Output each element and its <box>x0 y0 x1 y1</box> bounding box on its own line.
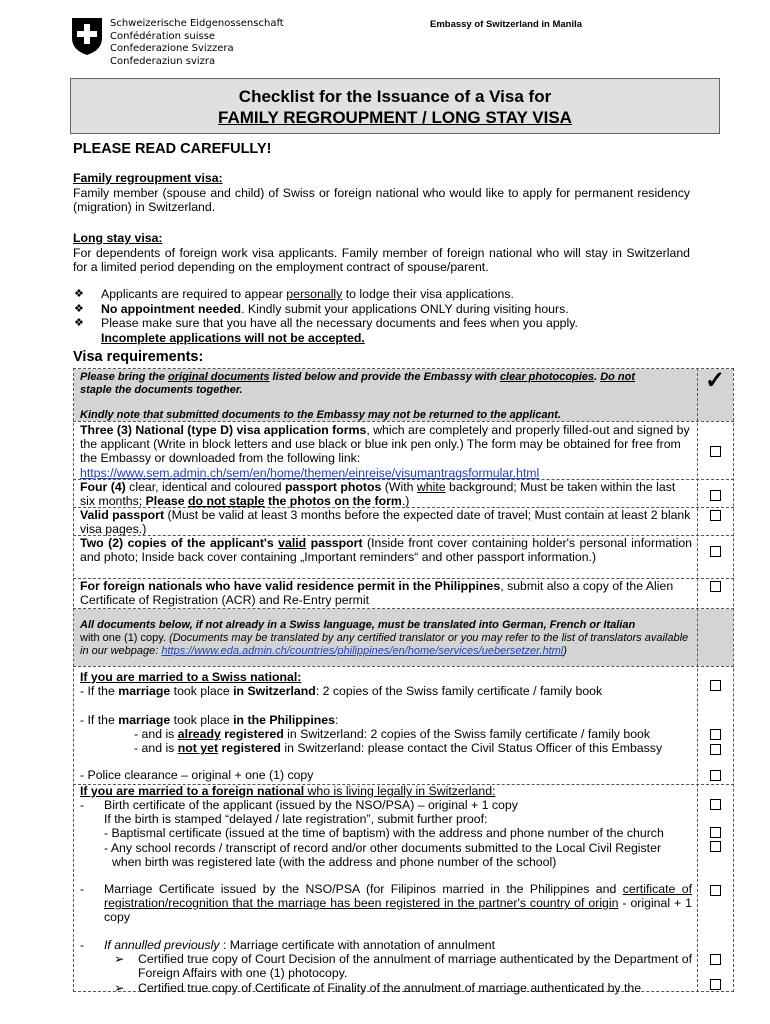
checkbox-swiss-not-yet-registered[interactable] <box>710 744 721 755</box>
checkbox-baptismal-certificate[interactable] <box>710 827 721 838</box>
requirement-title: Two (2) copies of the applicant's <box>80 536 279 550</box>
instructions-list <box>73 287 690 345</box>
bullet-text: Please make sure that you have all the necessary documents and fees when you apply. <box>101 316 578 330</box>
item-text: : <box>334 713 339 727</box>
requirement-passport-photos <box>80 480 692 508</box>
requirement-title-underlined: valid <box>278 536 307 550</box>
police-clearance: - Police clearance – original + one (1) copy <box>80 768 314 782</box>
foreign-national-heading <box>80 784 692 798</box>
intro-text: staple the documents together. <box>80 383 243 396</box>
checkbox-application-forms[interactable] <box>710 446 721 457</box>
visa-form-link[interactable]: https://www.sem.admin.ch/sem/en/home/themen/einreise/visumantragsformular.html <box>80 465 540 480</box>
translation-note-bold: All documents below, if not already in a Swiss language, must be translated into German, French or Italian <box>80 619 636 631</box>
item-text: Marriage Certificate issued by the NSO/PSA (for Filipinos married in the Philippines and <box>104 882 623 896</box>
item-text: Certified true copy of Court Decision of the annulment of marriage authenticated by the Department of Foreign Affairs with one (1) photocopy. <box>138 952 692 981</box>
bullet-text-bold: No appointment needed <box>101 301 242 316</box>
requirement-text: (Inside front cover containing holder's personal information and photo; Inside back cover containing „Important reminders“ and other passport information.) <box>80 536 693 565</box>
long-stay-body: For dependents of foreign work visa applicants. Family member of foreign national who will stay in Switzerland for a limited period depending on the employment contract of spouse/parent. <box>73 245 690 274</box>
birth-certificate <box>80 798 700 812</box>
requirement-text: background; Must be taken within the last six months; <box>80 480 676 509</box>
agency-name-block <box>110 18 284 68</box>
swiss-coat-of-arms-icon <box>70 16 104 56</box>
diamond-bullet-icon: ❖ <box>74 288 84 300</box>
swiss-marriage-in-philippines <box>80 713 700 756</box>
requirement-residence-permit <box>80 579 692 607</box>
agency-line-it: Confederazione Svizzera <box>110 43 234 54</box>
certificate-finality-item <box>80 981 692 995</box>
agency-line-rm: Confederaziun svizra <box>110 55 216 67</box>
checkbox-valid-passport[interactable] <box>710 510 721 521</box>
bullet-text: to lodge their visa applications. <box>342 287 514 301</box>
intro-text: Please bring the <box>80 371 169 383</box>
intro-text-underlined: original documents <box>168 371 270 383</box>
intro-note: Kindly note that submitted documents to the Embassy may not be returned to the applicant. <box>80 408 561 421</box>
checkbox-column-divider <box>697 368 698 992</box>
bullet-text: . Kindly submit your applications ONLY during visiting hours. <box>241 301 569 316</box>
requirement-text-bold-underlined: do not staple <box>188 494 265 509</box>
embassy-name: Embassy of Switzerland in Manila <box>430 19 583 30</box>
marriage-certificate <box>80 882 692 925</box>
requirement-passport-copies <box>80 536 692 564</box>
requirement-valid-passport <box>80 508 692 536</box>
requirement-text: , which are completely and properly filled-out and signed by the applicant (Write in block letters and use black or blue ink pen only.) The form may be obtained for free from the Embassy or downloaded from the following link: <box>80 423 690 466</box>
heading-text: who is living legally in Switzerland: <box>304 784 496 798</box>
item-text-italic: If annulled previously <box>104 938 220 952</box>
intro-text-underlined: Do not <box>600 371 636 383</box>
arrow-bullet-icon: ➢ <box>114 952 125 967</box>
long-stay-heading: Long stay visa: <box>73 231 163 245</box>
swiss-national-heading: If you are married to a Swiss national: <box>80 670 302 684</box>
checkbox-birth-certificate[interactable] <box>710 799 721 810</box>
birth-certificate-block <box>80 798 700 869</box>
translation-note-text: with one (1) copy. <box>80 632 170 644</box>
requirement-text: (With <box>381 480 417 494</box>
requirement-text: , submit also a copy of the Alien Certificate of Registration (ACR) and Re-Entry permit <box>80 579 674 608</box>
item-text: - and is <box>134 741 178 756</box>
item-text-bold-underlined: already <box>177 727 221 742</box>
item-text-bold: in Switzerland <box>233 684 316 699</box>
item-text: took place <box>170 713 234 727</box>
marriage-certificate-block <box>80 882 692 925</box>
item-text-bold: registered <box>218 741 281 756</box>
title-line-2: FAMILY REGROUPMENT / LONG STAY VISA <box>218 108 572 127</box>
item-text: Certified true copy of Certificate of Finality of the annulment of marriage authenticated by the <box>138 980 642 995</box>
checkbox-residence-permit[interactable] <box>710 581 721 592</box>
checkbox-swiss-marriage-switzerland[interactable] <box>710 680 721 691</box>
item-text: - and is <box>134 727 178 742</box>
requirement-text: (Must be valid at least 3 months before the expected date of travel; Must contain at least 2 blank visa pages.) <box>80 508 691 537</box>
requirement-title: Valid passport <box>80 508 165 522</box>
intro-text: . <box>594 371 601 383</box>
item-text-underlined: certificate of registration/recognition that the marriage has been registered in the partner's country of origin <box>104 882 693 911</box>
checkbox-passport-photos[interactable] <box>710 490 721 501</box>
requirement-application-forms <box>80 423 692 480</box>
intro-instructions <box>80 371 692 421</box>
diamond-bullet-icon: ❖ <box>74 302 84 315</box>
court-decision-item <box>80 952 692 980</box>
item-text-bold: registered <box>220 727 284 742</box>
checkbox-court-decision[interactable] <box>710 954 721 965</box>
title-line-1: Checklist for the Issuance of a Visa for <box>238 87 552 106</box>
item-text: - If the <box>80 713 119 727</box>
checkbox-school-records[interactable] <box>710 841 721 852</box>
swiss-national-section <box>80 670 692 698</box>
requirement-text-bold: the photos on the form <box>264 494 402 509</box>
arrow-bullet-icon: ➢ <box>114 980 125 995</box>
annulment-block <box>80 938 692 995</box>
agency-line-de: Schweizerische Eidgenossenschaft <box>110 18 284 29</box>
bullet-continuation: Incomplete applications will not be accepted. <box>101 330 365 345</box>
item-text: Birth certificate of the applicant (issued by the NSO/PSA) – original + 1 copy <box>104 798 518 812</box>
list-item <box>73 316 690 331</box>
item-text-bold: marriage <box>118 684 171 699</box>
long-stay-section <box>73 231 690 275</box>
row-divider <box>73 608 734 609</box>
intro-text-underlined: clear photocopies <box>499 371 595 383</box>
checkbox-swiss-already-registered[interactable] <box>710 729 721 740</box>
checkbox-police-clearance[interactable] <box>710 770 721 781</box>
item-text-bold: in the Philippines <box>233 713 335 727</box>
requirement-title: For foreign nationals who have valid residence permit in the Philippines <box>80 579 501 593</box>
baptismal-certificate: - Baptismal certificate (issued at the time of baptism) with the address and phone number of the church <box>104 826 664 841</box>
checkbox-marriage-certificate[interactable] <box>710 885 721 896</box>
item-text: - original + 1 copy <box>104 896 692 925</box>
swiss-marriage-in-switzerland <box>80 684 692 698</box>
row-divider <box>73 421 734 422</box>
bullet-text: Applicants are required to appear <box>101 287 287 301</box>
translation-note <box>80 619 692 658</box>
checkbox-certificate-finality[interactable] <box>710 979 721 990</box>
item-text: : 2 copies of the Swiss family certificate / family book <box>315 684 603 699</box>
heading-bold: If you are married to a foreign national <box>80 784 305 798</box>
item-text: in Switzerland: 2 copies of the Swiss family certificate / family book <box>283 727 651 742</box>
list-dash: - <box>80 938 85 952</box>
late-registration-note: If the birth is stamped “delayed / late registration”, submit further proof: <box>104 812 488 827</box>
list-item <box>73 287 690 302</box>
item-text: took place <box>170 684 234 699</box>
list-dash: - <box>80 882 85 896</box>
requirement-text: .) <box>401 494 410 509</box>
please-read-heading: PLEASE READ CAREFULLY! <box>73 141 272 157</box>
annulment-heading <box>80 938 692 952</box>
translators-list-link[interactable]: https://www.eda.admin.ch/countries/philippines/en/home/services/uebersetzer.html <box>161 645 564 657</box>
translation-note-italic: ) <box>563 645 567 657</box>
requirement-title: passport photos <box>285 480 382 494</box>
title-box <box>70 78 720 134</box>
swiss-already-registered <box>80 727 700 741</box>
item-text: - If the <box>80 684 119 699</box>
requirement-title: passport <box>306 536 363 550</box>
family-regroupment-section <box>73 171 690 215</box>
swiss-not-yet-registered <box>80 741 700 755</box>
requirement-text-underlined: white <box>416 480 446 494</box>
diamond-bullet-icon: ❖ <box>74 317 84 329</box>
family-regroupment-body: Family member (spouse and child) of Swiss or foreign national who would like to apply for permanent residency (migration) in Switzerland. <box>73 185 690 214</box>
checkbox-passport-copies[interactable] <box>710 546 721 557</box>
translation-note-italic: (Documents may be translated by any certified translator or you may refer to the list of translators available in our webpage: <box>80 632 689 657</box>
requirement-title: Three (3) National (type D) visa application forms <box>80 423 367 437</box>
intro-text: listed below and provide the Embassy with <box>269 371 500 383</box>
item-text-bold-underlined: not yet <box>177 741 219 756</box>
requirement-text-bold: Please <box>145 494 189 509</box>
item-text-bold: marriage <box>118 713 171 727</box>
agency-line-fr: Confédération suisse <box>110 30 216 42</box>
requirement-title: Four (4) <box>80 480 126 494</box>
item-text: in Switzerland: please contact the Civil Status Officer of this Embassy <box>280 741 663 756</box>
school-records-continued: when birth was registered late (with the address and phone number of the school) <box>112 854 557 869</box>
visa-requirements-heading: Visa requirements: <box>73 349 204 365</box>
row-divider <box>73 666 734 667</box>
family-regroupment-heading: Family regroupment visa: <box>73 171 223 185</box>
list-item <box>73 302 690 317</box>
school-records: - Any school records / transcript of record and/or other documents submitted to the Local Civil Register <box>104 840 662 855</box>
item-text: : Marriage certificate with annotation of annulment <box>219 938 495 952</box>
list-dash: - <box>80 798 85 812</box>
requirement-text: clear, identical and coloured <box>125 480 286 494</box>
checkmark-icon: ✓ <box>705 367 726 394</box>
bullet-text-underlined: personally <box>286 287 343 301</box>
